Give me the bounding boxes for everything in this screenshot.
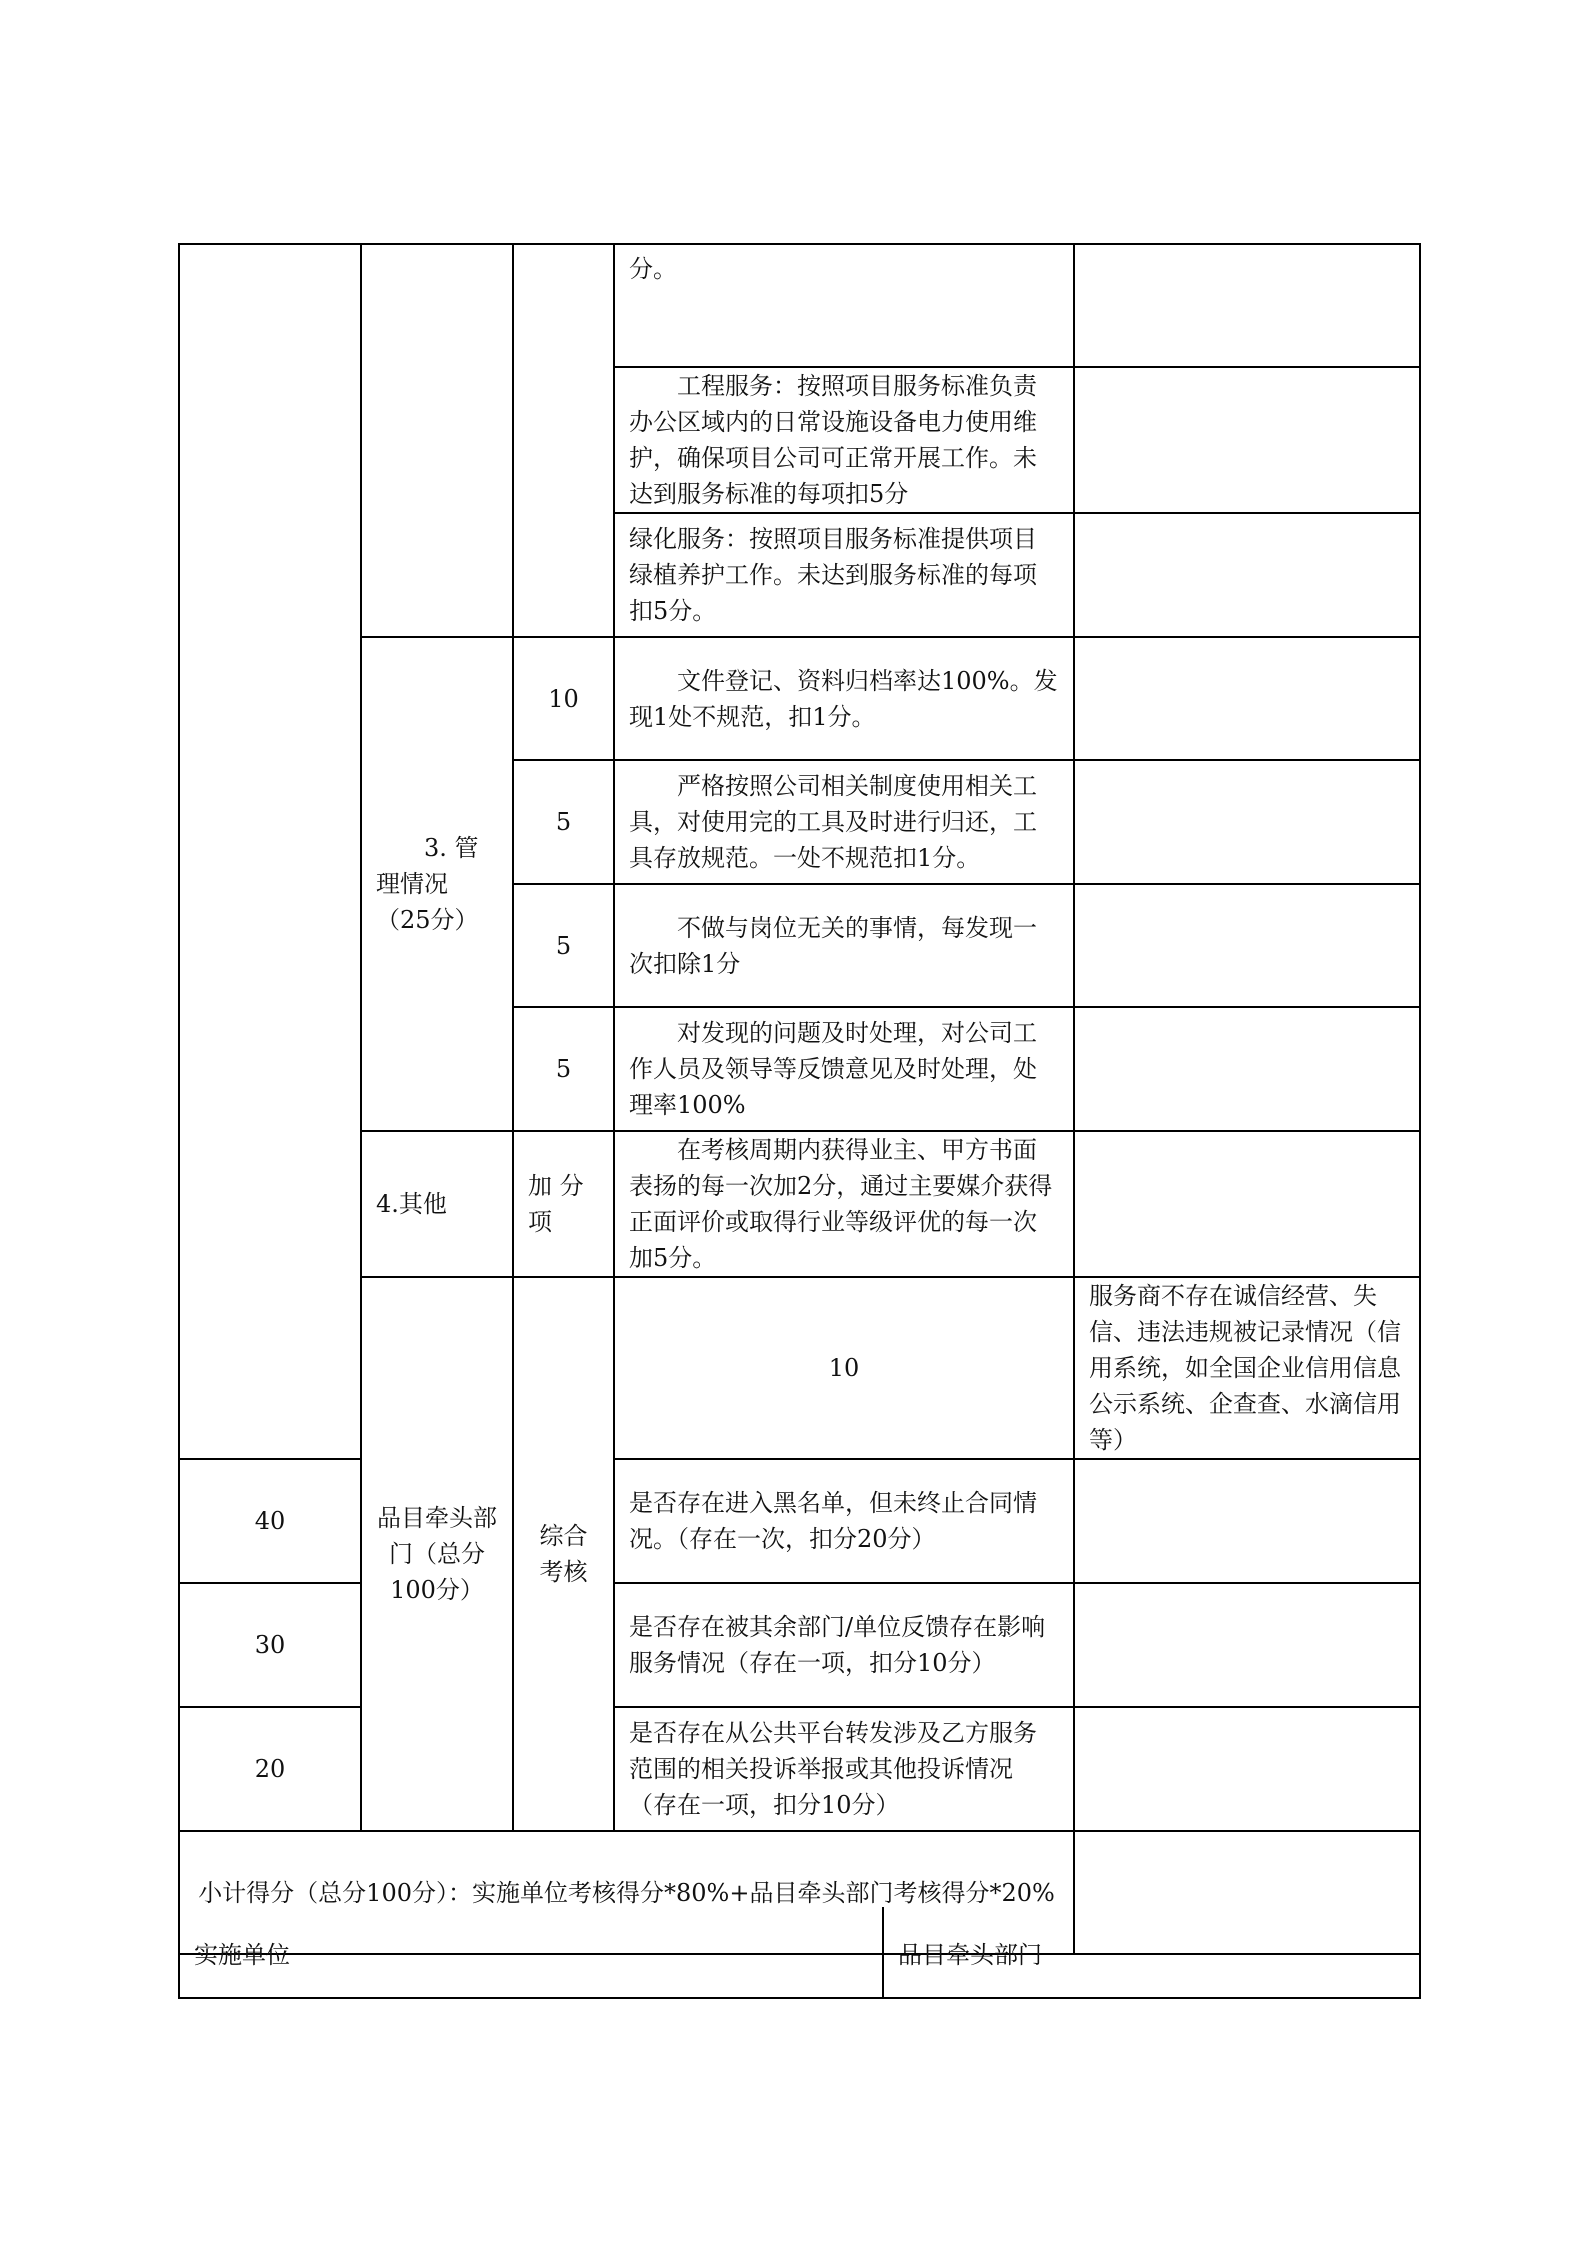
score-cell: 5 <box>513 884 614 1007</box>
dept-label: 品目牵头部门（总分100分） <box>361 1277 513 1831</box>
result-cell <box>1074 244 1420 367</box>
result-cell <box>1074 884 1420 1007</box>
lead-department-label: 品目牵头部门 <box>883 1907 1420 1998</box>
criteria-text: 严格按照公司相关制度使用相关工具，对使用完的工具及时进行归还，工具存放规范。一处不规范扣1分。 <box>614 760 1074 884</box>
assessment-table <box>178 243 1421 1955</box>
criteria-text: 绿化服务：按照项目服务标准提供项目绿植养护工作。未达到服务标准的每项扣5分。 <box>614 513 1074 637</box>
result-cell <box>1074 637 1420 760</box>
implementing-unit-label: 实施单位 <box>179 1907 883 1998</box>
result-cell <box>1074 367 1420 513</box>
table-row <box>179 637 1420 760</box>
criteria-text: 是否存在从公共平台转发涉及乙方服务范围的相关投诉举报或其他投诉情况（存在一项，扣分10分） <box>614 1707 1074 1831</box>
criteria-text: 在考核周期内获得业主、甲方书面表扬的每一次加2分，通过主要媒介获得正面评价或取得行业等级评优的每一次加5分。 <box>614 1131 1074 1277</box>
category-cell-empty <box>179 244 361 1459</box>
result-cell <box>1074 513 1420 637</box>
criteria-text: 工程服务：按照项目服务标准负责办公区域内的日常设施设备电力使用维护，确保项目公司可正常开展工作。未达到服务标准的每项扣5分 <box>614 367 1074 513</box>
criteria-text: 对发现的问题及时处理，对公司工作人员及领导等反馈意见及时处理，处理率100% <box>614 1007 1074 1131</box>
management-label-text: 3. 管理情况（25分） <box>376 834 479 934</box>
score-cell: 5 <box>513 1007 614 1131</box>
result-cell <box>1074 1583 1420 1707</box>
score-cell: 10 <box>614 1277 1074 1459</box>
criteria-text: 不做与岗位无关的事情，每发现一次扣除1分 <box>614 884 1074 1007</box>
dept-category: 综合考核 <box>513 1277 614 1831</box>
table-row <box>179 1277 1420 1459</box>
other-label: 4.其他 <box>361 1131 513 1277</box>
score-cell: 20 <box>179 1707 361 1831</box>
table-row <box>179 1907 1420 1998</box>
score-cell: 10 <box>513 637 614 760</box>
management-label <box>361 637 513 1131</box>
bonus-score-cell: 加 分 项 <box>513 1131 614 1277</box>
score-cell: 30 <box>179 1583 361 1707</box>
score-cell: 5 <box>513 760 614 884</box>
result-cell <box>1074 1459 1420 1583</box>
criteria-text: 分。 <box>614 244 1074 367</box>
criteria-text: 文件登记、资料归档率达100%。发现1处不规范，扣1分。 <box>614 637 1074 760</box>
score-cell: 40 <box>179 1459 361 1583</box>
criteria-text: 服务商不存在诚信经营、失信、违法违规被记录情况（信用系统，如全国企业信用信息公示系统、企查查、水滴信用等） <box>1074 1277 1420 1459</box>
result-cell <box>1074 1707 1420 1831</box>
subtotal-text: 小计得分（总分100分）：实施单位考核得分*80%+品目牵头部门考核得分*20% <box>179 1831 1074 1954</box>
criteria-text: 是否存在进入黑名单，但未终止合同情况。（存在一次，扣分20分） <box>614 1459 1074 1583</box>
signature-table <box>178 1907 1421 1999</box>
item-cell-empty <box>361 244 513 637</box>
result-cell <box>1074 760 1420 884</box>
result-cell <box>1074 1007 1420 1131</box>
criteria-text: 是否存在被其余部门/单位反馈存在影响服务情况（存在一项，扣分10分） <box>614 1583 1074 1707</box>
result-cell <box>1074 1131 1420 1277</box>
table-row <box>179 1131 1420 1277</box>
score-cell-empty <box>513 244 614 637</box>
table-row <box>179 244 1420 367</box>
